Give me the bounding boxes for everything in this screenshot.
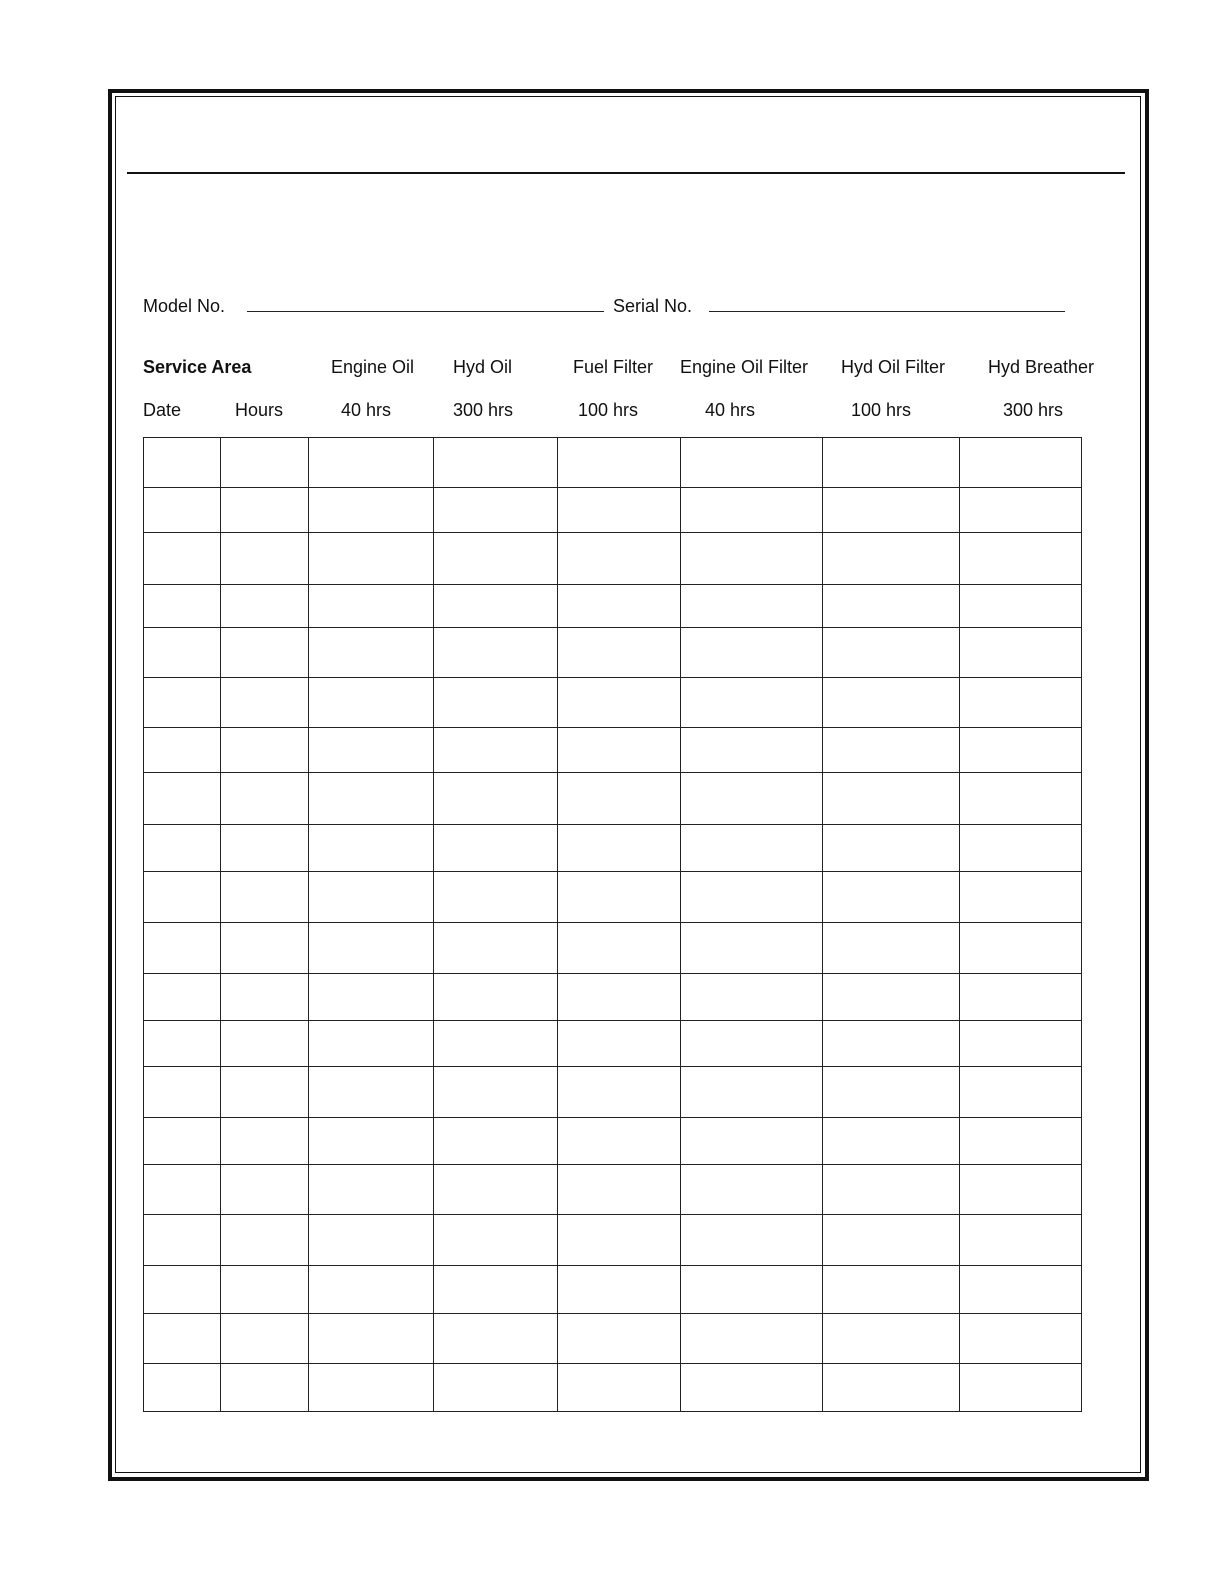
hyd-oil-cell[interactable] bbox=[434, 1215, 558, 1266]
fuel-filter-cell[interactable] bbox=[558, 1364, 681, 1412]
table-row bbox=[144, 923, 1082, 974]
hours-cell[interactable] bbox=[221, 1266, 309, 1314]
engine-oil-cell[interactable] bbox=[309, 728, 434, 773]
hyd-oil-filter-cell[interactable] bbox=[823, 488, 960, 533]
hyd-oil-filter-cell[interactable] bbox=[823, 1021, 960, 1067]
service-log-table bbox=[143, 437, 1082, 1412]
engine-oil-cell[interactable] bbox=[309, 533, 434, 585]
engine-oil-cell[interactable] bbox=[309, 974, 434, 1021]
hyd-breather-cell[interactable] bbox=[960, 488, 1082, 533]
hyd-oil-filter-cell[interactable] bbox=[823, 1314, 960, 1364]
engine-oil-filter-cell[interactable] bbox=[681, 923, 823, 974]
hours-cell[interactable] bbox=[221, 678, 309, 728]
hyd-breather-cell[interactable] bbox=[960, 872, 1082, 923]
hyd-breather-header: Hyd Breather bbox=[988, 357, 1095, 377]
engine-oil-cell[interactable] bbox=[309, 773, 434, 825]
hyd-breather-cell[interactable] bbox=[960, 1364, 1082, 1412]
hours-cell[interactable] bbox=[221, 1067, 309, 1118]
hyd-oil-filter-cell[interactable] bbox=[823, 923, 960, 974]
hyd-breather-cell[interactable] bbox=[960, 728, 1082, 773]
hyd-oil-cell[interactable] bbox=[434, 974, 558, 1021]
fuel-filter-cell[interactable] bbox=[558, 728, 681, 773]
engine-oil-cell[interactable] bbox=[309, 1266, 434, 1314]
hyd-oil-filter-cell[interactable] bbox=[823, 974, 960, 1021]
hours-cell[interactable] bbox=[221, 533, 309, 585]
hyd-oil-filter-cell[interactable] bbox=[823, 585, 960, 628]
table-row bbox=[144, 773, 1082, 825]
engine-oil-filter-cell[interactable] bbox=[681, 1021, 823, 1067]
table-row bbox=[144, 1021, 1082, 1067]
hyd-oil-filter-cell[interactable] bbox=[823, 1215, 960, 1266]
hyd-oil-filter-cell[interactable] bbox=[823, 1067, 960, 1118]
hours-cell[interactable] bbox=[221, 1314, 309, 1364]
date-cell[interactable] bbox=[144, 585, 221, 628]
table-row bbox=[144, 533, 1082, 585]
model-number-label: Model No. bbox=[143, 296, 226, 316]
engine-oil-cell[interactable] bbox=[309, 1067, 434, 1118]
engine-oil-cell[interactable] bbox=[309, 872, 434, 923]
engine-oil-filter-cell[interactable] bbox=[681, 533, 823, 585]
hyd-breather-interval: 300 hrs bbox=[1003, 400, 1064, 420]
date-cell[interactable] bbox=[144, 1215, 221, 1266]
table-row bbox=[144, 678, 1082, 728]
engine-oil-filter-cell[interactable] bbox=[681, 1266, 823, 1314]
date-cell[interactable] bbox=[144, 974, 221, 1021]
fuel-filter-cell[interactable] bbox=[558, 1165, 681, 1215]
fuel-filter-cell[interactable] bbox=[558, 1314, 681, 1364]
engine-oil-filter-cell[interactable] bbox=[681, 773, 823, 825]
hyd-breather-cell[interactable] bbox=[960, 1165, 1082, 1215]
hours-cell[interactable] bbox=[221, 628, 309, 678]
engine-oil-cell[interactable] bbox=[309, 678, 434, 728]
engine-oil-filter-cell[interactable] bbox=[681, 488, 823, 533]
engine-oil-cell[interactable] bbox=[309, 923, 434, 974]
hours-cell[interactable] bbox=[221, 923, 309, 974]
table-row bbox=[144, 585, 1082, 628]
engine-oil-filter-cell[interactable] bbox=[681, 1165, 823, 1215]
engine-oil-filter-cell[interactable] bbox=[681, 585, 823, 628]
fuel-filter-cell[interactable] bbox=[558, 1215, 681, 1266]
fuel-filter-cell[interactable] bbox=[558, 438, 681, 488]
engine-oil-cell[interactable] bbox=[309, 1021, 434, 1067]
fuel-filter-cell[interactable] bbox=[558, 533, 681, 585]
hyd-oil-cell[interactable] bbox=[434, 1314, 558, 1364]
hyd-oil-cell[interactable] bbox=[434, 1266, 558, 1314]
date-cell[interactable] bbox=[144, 1067, 221, 1118]
date-cell[interactable] bbox=[144, 872, 221, 923]
engine-oil-filter-cell[interactable] bbox=[681, 1364, 823, 1412]
hyd-oil-cell[interactable] bbox=[434, 825, 558, 872]
hyd-breather-cell[interactable] bbox=[960, 825, 1082, 872]
date-cell[interactable] bbox=[144, 678, 221, 728]
date-cell[interactable] bbox=[144, 628, 221, 678]
hyd-oil-cell[interactable] bbox=[434, 678, 558, 728]
engine-oil-cell[interactable] bbox=[309, 628, 434, 678]
table-row bbox=[144, 628, 1082, 678]
engine-oil-filter-cell[interactable] bbox=[681, 974, 823, 1021]
hyd-breather-cell[interactable] bbox=[960, 678, 1082, 728]
table-row bbox=[144, 488, 1082, 533]
hyd-oil-filter-cell[interactable] bbox=[823, 533, 960, 585]
hours-cell[interactable] bbox=[221, 1165, 309, 1215]
hyd-oil-filter-cell[interactable] bbox=[823, 825, 960, 872]
engine-oil-cell[interactable] bbox=[309, 1364, 434, 1412]
fuel-filter-cell[interactable] bbox=[558, 1067, 681, 1118]
date-cell[interactable] bbox=[144, 533, 221, 585]
table-row bbox=[144, 438, 1082, 488]
date-cell[interactable] bbox=[144, 1021, 221, 1067]
fuel-filter-cell[interactable] bbox=[558, 1118, 681, 1165]
table-row bbox=[144, 1314, 1082, 1364]
engine-oil-interval: 40 hrs bbox=[341, 400, 392, 420]
hours-cell[interactable] bbox=[221, 825, 309, 872]
hyd-breather-cell[interactable] bbox=[960, 773, 1082, 825]
date-cell[interactable] bbox=[144, 1165, 221, 1215]
serial-number-label: Serial No. bbox=[613, 296, 693, 316]
hyd-oil-cell[interactable] bbox=[434, 1364, 558, 1412]
hours-cell[interactable] bbox=[221, 1364, 309, 1412]
hyd-oil-cell[interactable] bbox=[434, 1118, 558, 1165]
hyd-oil-filter-cell[interactable] bbox=[823, 678, 960, 728]
hours-cell[interactable] bbox=[221, 974, 309, 1021]
engine-oil-filter-cell[interactable] bbox=[681, 1314, 823, 1364]
table-row bbox=[144, 1215, 1082, 1266]
engine-oil-cell[interactable] bbox=[309, 1165, 434, 1215]
engine-oil-filter-cell[interactable] bbox=[681, 872, 823, 923]
date-cell[interactable] bbox=[144, 438, 221, 488]
date-cell[interactable] bbox=[144, 728, 221, 773]
fuel-filter-cell[interactable] bbox=[558, 872, 681, 923]
engine-oil-filter-header: Engine Oil Filter bbox=[680, 357, 809, 377]
date-cell[interactable] bbox=[144, 1364, 221, 1412]
hyd-breather-cell[interactable] bbox=[960, 1067, 1082, 1118]
engine-oil-filter-cell[interactable] bbox=[681, 728, 823, 773]
model-number-field[interactable] bbox=[247, 311, 604, 312]
title-divider bbox=[127, 172, 1125, 174]
hyd-oil-cell[interactable] bbox=[434, 585, 558, 628]
engine-oil-header: Engine Oil bbox=[331, 357, 415, 377]
hyd-breather-cell[interactable] bbox=[960, 974, 1082, 1021]
table-row bbox=[144, 1165, 1082, 1215]
fuel-filter-cell[interactable] bbox=[558, 1021, 681, 1067]
hyd-oil-cell[interactable] bbox=[434, 1165, 558, 1215]
hyd-breather-cell[interactable] bbox=[960, 1314, 1082, 1364]
hours-cell[interactable] bbox=[221, 585, 309, 628]
fuel-filter-cell[interactable] bbox=[558, 825, 681, 872]
table-row bbox=[144, 1118, 1082, 1165]
engine-oil-filter-cell[interactable] bbox=[681, 628, 823, 678]
fuel-filter-cell[interactable] bbox=[558, 1266, 681, 1314]
table-row bbox=[144, 1364, 1082, 1412]
hyd-breather-cell[interactable] bbox=[960, 1021, 1082, 1067]
table-row bbox=[144, 974, 1082, 1021]
hyd-oil-cell[interactable] bbox=[434, 438, 558, 488]
engine-oil-filter-cell[interactable] bbox=[681, 1067, 823, 1118]
hours-cell[interactable] bbox=[221, 1118, 309, 1165]
table-row bbox=[144, 728, 1082, 773]
hyd-oil-filter-cell[interactable] bbox=[823, 628, 960, 678]
fuel-filter-cell[interactable] bbox=[558, 585, 681, 628]
hyd-oil-cell[interactable] bbox=[434, 728, 558, 773]
date-cell[interactable] bbox=[144, 488, 221, 533]
fuel-filter-cell[interactable] bbox=[558, 974, 681, 1021]
hyd-breather-cell[interactable] bbox=[960, 628, 1082, 678]
fuel-filter-cell[interactable] bbox=[558, 923, 681, 974]
hyd-oil-cell[interactable] bbox=[434, 1021, 558, 1067]
engine-oil-filter-cell[interactable] bbox=[681, 1118, 823, 1165]
table-row bbox=[144, 872, 1082, 923]
hyd-oil-filter-header: Hyd Oil Filter bbox=[841, 357, 946, 377]
hours-header: Hours bbox=[235, 400, 284, 420]
engine-oil-cell[interactable] bbox=[309, 825, 434, 872]
hyd-oil-cell[interactable] bbox=[434, 1067, 558, 1118]
date-cell[interactable] bbox=[144, 825, 221, 872]
hyd-oil-header: Hyd Oil bbox=[453, 357, 513, 377]
engine-oil-cell[interactable] bbox=[309, 438, 434, 488]
service-area-label: Service Area bbox=[143, 357, 252, 377]
date-cell[interactable] bbox=[144, 923, 221, 974]
hyd-oil-filter-cell[interactable] bbox=[823, 872, 960, 923]
hyd-oil-cell[interactable] bbox=[434, 923, 558, 974]
hyd-oil-filter-cell[interactable] bbox=[823, 773, 960, 825]
hyd-oil-filter-interval: 100 hrs bbox=[851, 400, 912, 420]
hours-cell[interactable] bbox=[221, 1021, 309, 1067]
hours-cell[interactable] bbox=[221, 872, 309, 923]
date-cell[interactable] bbox=[144, 1314, 221, 1364]
serial-number-field[interactable] bbox=[709, 311, 1065, 312]
hyd-oil-filter-cell[interactable] bbox=[823, 438, 960, 488]
table-row bbox=[144, 1266, 1082, 1314]
hours-cell[interactable] bbox=[221, 728, 309, 773]
engine-oil-cell[interactable] bbox=[309, 585, 434, 628]
hours-cell[interactable] bbox=[221, 773, 309, 825]
hyd-oil-cell[interactable] bbox=[434, 533, 558, 585]
engine-oil-filter-interval: 40 hrs bbox=[705, 400, 756, 420]
hyd-oil-filter-cell[interactable] bbox=[823, 1266, 960, 1314]
fuel-filter-interval: 100 hrs bbox=[578, 400, 639, 420]
engine-oil-cell[interactable] bbox=[309, 1118, 434, 1165]
table-row bbox=[144, 825, 1082, 872]
hyd-oil-interval: 300 hrs bbox=[453, 400, 514, 420]
fuel-filter-header: Fuel Filter bbox=[573, 357, 654, 377]
engine-oil-cell[interactable] bbox=[309, 1314, 434, 1364]
hours-cell[interactable] bbox=[221, 488, 309, 533]
date-cell[interactable] bbox=[144, 773, 221, 825]
hyd-breather-cell[interactable] bbox=[960, 533, 1082, 585]
fuel-filter-cell[interactable] bbox=[558, 773, 681, 825]
engine-oil-filter-cell[interactable] bbox=[681, 1215, 823, 1266]
hyd-breather-cell[interactable] bbox=[960, 1215, 1082, 1266]
hyd-oil-filter-cell[interactable] bbox=[823, 728, 960, 773]
hyd-oil-cell[interactable] bbox=[434, 773, 558, 825]
hyd-breather-cell[interactable] bbox=[960, 923, 1082, 974]
hyd-oil-filter-cell[interactable] bbox=[823, 1364, 960, 1412]
hours-cell[interactable] bbox=[221, 1215, 309, 1266]
date-cell[interactable] bbox=[144, 1118, 221, 1165]
hyd-oil-cell[interactable] bbox=[434, 872, 558, 923]
hyd-breather-cell[interactable] bbox=[960, 438, 1082, 488]
hyd-breather-cell[interactable] bbox=[960, 585, 1082, 628]
hyd-breather-cell[interactable] bbox=[960, 1266, 1082, 1314]
hyd-breather-cell[interactable] bbox=[960, 1118, 1082, 1165]
hyd-oil-cell[interactable] bbox=[434, 628, 558, 678]
engine-oil-filter-cell[interactable] bbox=[681, 438, 823, 488]
date-cell[interactable] bbox=[144, 1266, 221, 1314]
fuel-filter-cell[interactable] bbox=[558, 678, 681, 728]
engine-oil-cell[interactable] bbox=[309, 1215, 434, 1266]
engine-oil-cell[interactable] bbox=[309, 488, 434, 533]
fuel-filter-cell[interactable] bbox=[558, 628, 681, 678]
hours-cell[interactable] bbox=[221, 438, 309, 488]
engine-oil-filter-cell[interactable] bbox=[681, 825, 823, 872]
hyd-oil-cell[interactable] bbox=[434, 488, 558, 533]
date-header: Date bbox=[143, 400, 182, 420]
hyd-oil-filter-cell[interactable] bbox=[823, 1118, 960, 1165]
engine-oil-filter-cell[interactable] bbox=[681, 678, 823, 728]
hyd-oil-filter-cell[interactable] bbox=[823, 1165, 960, 1215]
fuel-filter-cell[interactable] bbox=[558, 488, 681, 533]
table-row bbox=[144, 1067, 1082, 1118]
